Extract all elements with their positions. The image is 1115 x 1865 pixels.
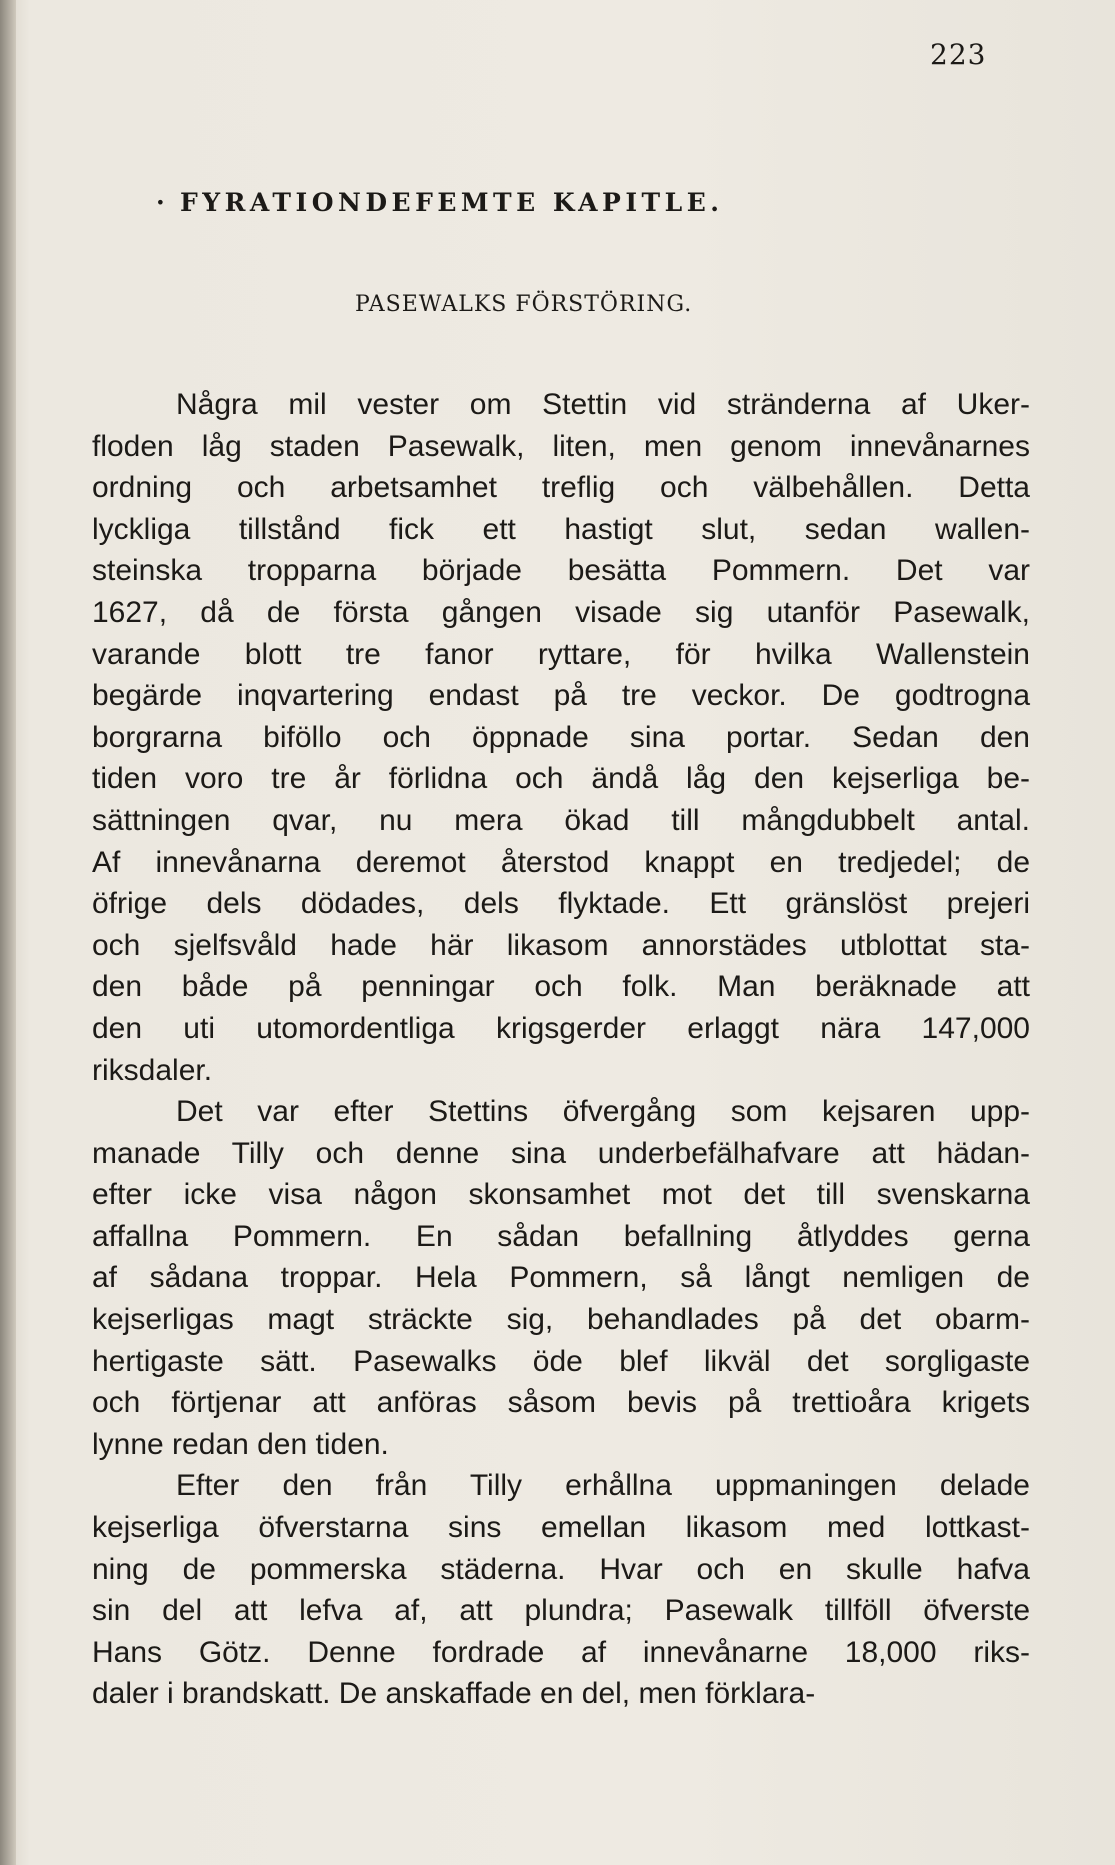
text-line: sättningen qvar, nu mera ökad till mångdubbelt antal. (92, 803, 1030, 837)
text-line: tiden voro tre år förlidna och ändå låg den kejserliga be- (92, 762, 1030, 796)
text-line: sin del att lefva af, att plundra; Pasewalk tillföll öfverste (92, 1594, 1030, 1628)
text-line: ordning och arbetsamhet treflig och välbehållen. Detta (92, 471, 1030, 505)
text-line: steinska tropparna började besätta Pommern. Det var (92, 554, 1030, 588)
section-title: PASEWALKS FÖRSTÖRING. (355, 292, 693, 317)
text-line: affallna Pommern. En sådan befallning åtlyddes gerna (92, 1219, 1030, 1253)
text-line: 1627, då de första gången visade sig utanför Pasewalk, (92, 595, 1030, 629)
body-text (92, 384, 1030, 1715)
text-line: och förtjenar att anföras såsom bevis på trettioåra krigets (92, 1386, 1030, 1420)
text-line: Det var efter Stettins öfvergång som kejsaren upp- (176, 1095, 1030, 1129)
text-line: begärde inqvartering endast på tre veckor. De godtrogna (92, 679, 1030, 713)
text-line: den både på penningar och folk. Man beräknade att (92, 970, 1030, 1004)
text-line: lyckliga tillstånd fick ett hastigt slut, sedan wallen- (92, 512, 1030, 546)
chapter-title-text: FYRATIONDEFEMTE KAPITLE. (180, 188, 724, 217)
text-line: kejserligas magt sträckte sig, behandlades på det obarm- (92, 1303, 1030, 1337)
text-line: Hans Götz. Denne fordrade af innevånarne 18,000 riks- (92, 1635, 1030, 1669)
text-line: af sådana troppar. Hela Pommern, så långt nemligen de (92, 1261, 1030, 1295)
page-number: 223 (930, 38, 987, 71)
text-line: den uti utomordentliga krigsgerder erlaggt nära 147,000 (92, 1011, 1030, 1045)
text-line: kejserliga öfverstarna sins emellan likasom med lottkast- (92, 1511, 1030, 1545)
text-line: öfrige dels dödades, dels flyktade. Ett gränslöst prejeri (92, 887, 1030, 921)
text-line: lynne redan den tiden. (92, 1427, 389, 1461)
chapter-title (156, 188, 940, 217)
text-line: riksdaler. (92, 1053, 213, 1087)
text-line: Några mil vester om Stettin vid stränderna af Uker- (176, 388, 1030, 421)
text-line: borgrarna biföllo och öppnade sina portar. Sedan den (92, 720, 1030, 754)
text-line: efter icke visa någon skonsamhet mot det till svenskarna (92, 1178, 1030, 1212)
text-line: Efter den från Tilly erhållna uppmaningen delade (176, 1469, 1030, 1503)
text-line: hertigaste sätt. Pasewalks öde blef likväl det sorgligaste (92, 1344, 1030, 1378)
text-line: floden låg staden Pasewalk, liten, men genom innevånarnes (92, 429, 1030, 463)
text-line: Af innevånarna deremot återstod knappt en tredjedel; de (92, 845, 1030, 879)
text-line: och sjelfsvåld hade här likasom annorstädes utblottat sta- (92, 928, 1030, 962)
text-line: manade Tilly och denne sina underbefälhafvare att hädan- (92, 1136, 1030, 1170)
text-line: varande blott tre fanor ryttare, för hvilka Wallenstein (92, 637, 1030, 671)
book-spine-shadow (0, 0, 16, 1865)
text-line: ning de pommerska städerna. Hvar och en skulle hafva (92, 1552, 1030, 1586)
stray-mark: · (156, 188, 170, 217)
text-line: daler i brandskatt. De anskaffade en del, men förklara- (92, 1677, 816, 1711)
